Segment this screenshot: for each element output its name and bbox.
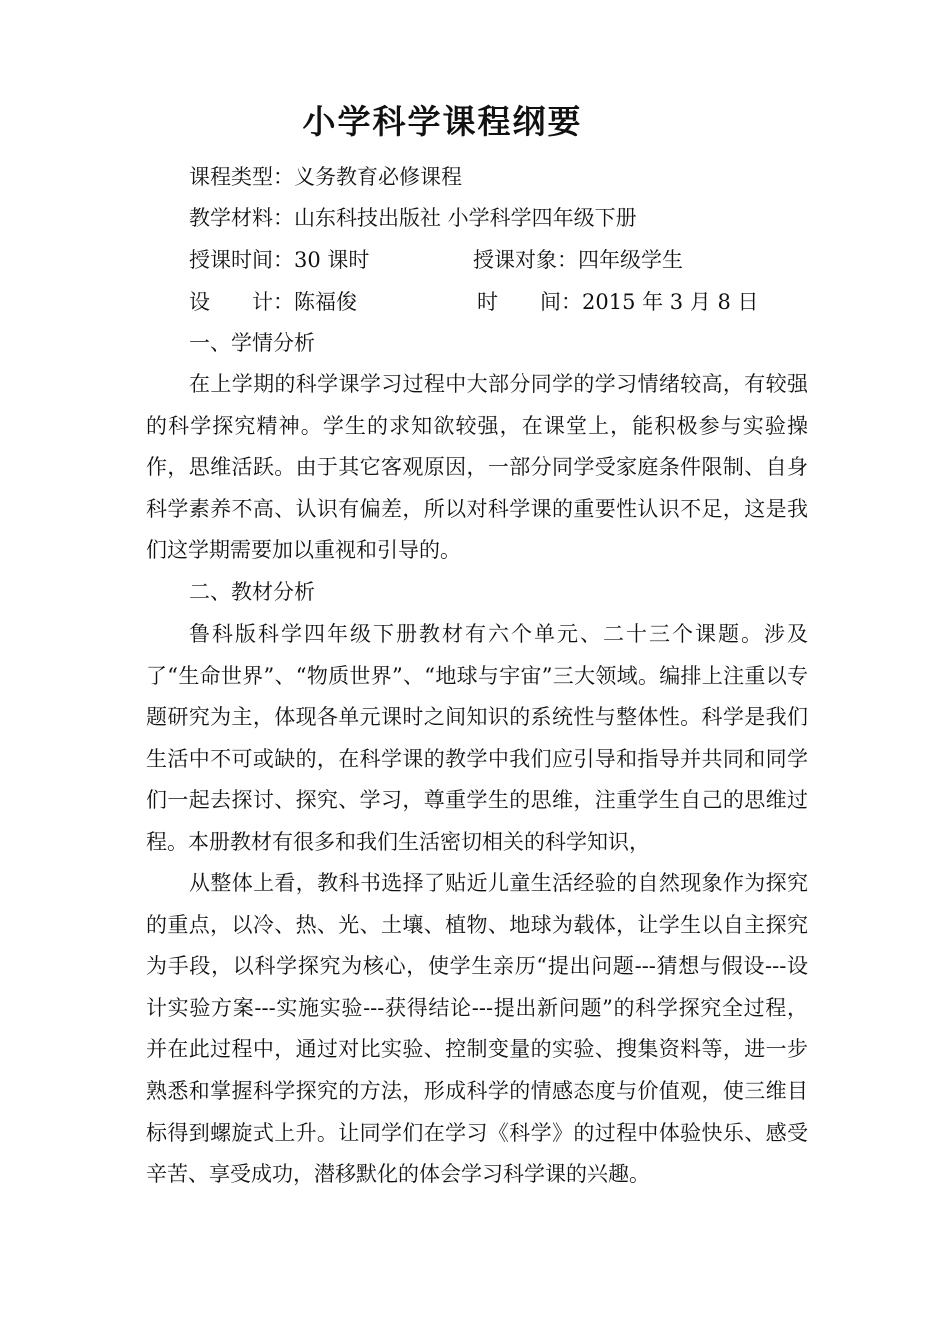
document-title: 小学科学课程纲要 [302,102,583,141]
meta-date: 2015 年 3 月 8 日 [582,290,759,314]
paragraph: 在上学期的科学课学习过程中大部分同学的学习情绪较高，有较强的科学探究精神。学生的求知欲较强，在课堂上，能积极参与实验操作，思维活跃。由于其它客观原因，一部分同学受家庭条件限制、自身科学素养不高、认识有偏差，所以对科学课的重要性认识不足，这是我们这学期需要加以重视和引导的。 [146,372,808,563]
section-heading: 二、教材分析 [189,580,315,604]
meta-designer-row [189,287,357,317]
paragraph: 鲁科版科学四年级下册教材有六个单元、二十三个课题。涉及了“生命世界”、“物质世界”、“地球与宇宙”三大领域。编排上注重以专题研究为主，体现各单元课时之间知识的系统性与整体性。科学是我们生活中不可或缺的，在科学课的教学中我们应引导和指导并共同和同学们一起去探讨、探究、学习，尊重学生的思维，注重学生自己的思维过程。本册教材有很多和我们生活密切相关的科学知识， [146,622,808,854]
meta-audience: 授课对象：四年级学生 [473,248,683,272]
meta-date-row [477,287,759,317]
meta-designer: 陈福俊 [294,290,357,314]
meta-date-label: 时 间： [477,290,582,314]
paragraph: 从整体上看，教科书选择了贴近儿童生活经验的自然现象作为探究的重点，以冷、热、光、土壤、植物、地球为载体，让学生以自主探究为手段，以科学探究为核心，使学生亲历“提出问题---猜想与假设---设计实验方案---实施实验---获得结论---提出新问题”的科学探究全过程，并在此过程中，通过对比实验、控制变量的实验、搜集资料等，进一步熟悉和掌握科学探究的方法，形成科学的情感态度与价值观，使三维目标得到螺旋式上升。让同学们在学习《科学》的过程中体验快乐、感受辛苦、享受成功，潜移默化的体会学习科学课的兴趣。 [146,871,808,1187]
section-heading: 一、学情分析 [189,331,315,355]
meta-hours: 授课时间：30 课时 [189,248,370,272]
meta-designer-label: 设 计： [189,290,294,314]
meta-course-type: 课程类型：义务教育必修课程 [189,165,462,189]
meta-materials: 教学材料：山东科技出版社 小学科学四年级下册 [189,206,637,230]
